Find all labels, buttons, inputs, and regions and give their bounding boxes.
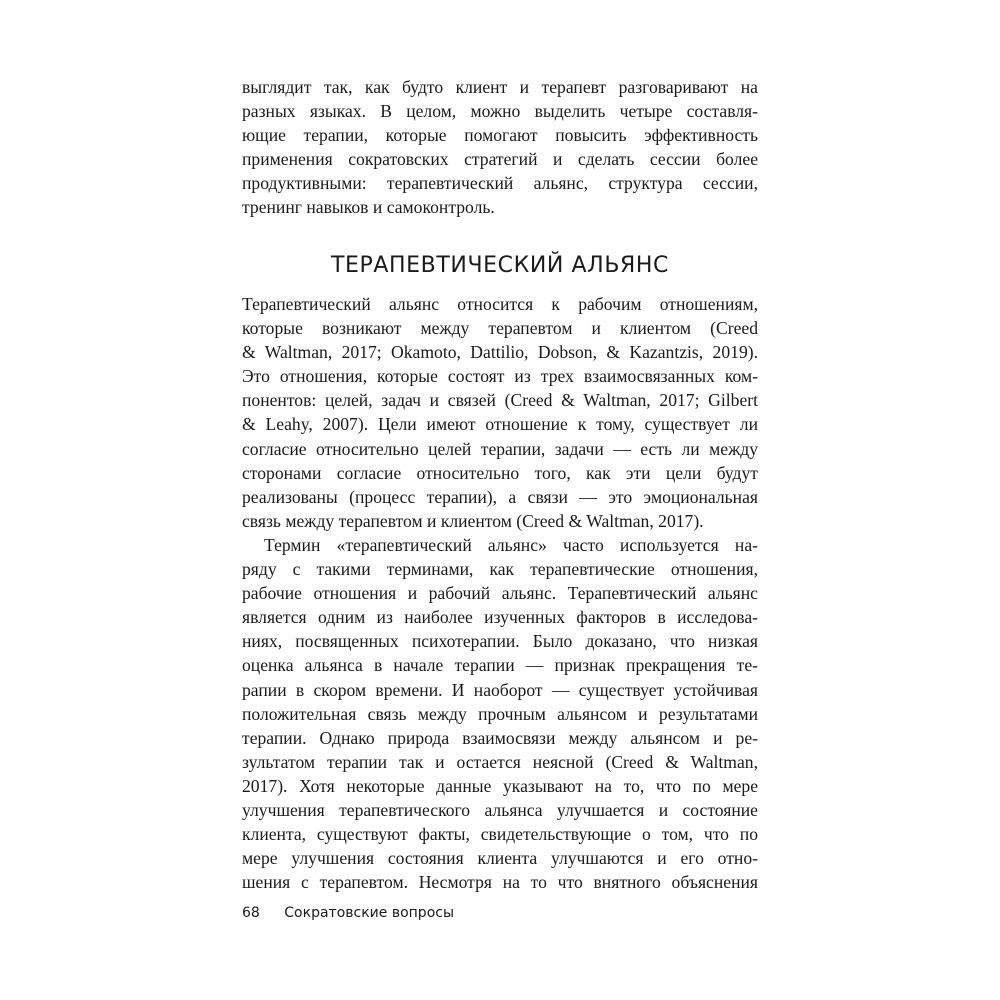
text-line: связь между терапевтом и клиентом (Creed & Waltman, 2017). bbox=[242, 510, 704, 531]
text-line: положительная связь между прочным альянсом и результатами bbox=[242, 703, 758, 724]
text-line: зультатом терапии так и остается неясной (Creed & Waltman, bbox=[242, 751, 758, 772]
text-line: разных языках. В целом, можно выделить четыре составля- bbox=[242, 101, 758, 122]
paragraph-research bbox=[242, 533, 758, 894]
text-line: шения с терапевтом. Несмотря на то что внятного объяснения bbox=[242, 872, 758, 893]
text-line: рапии в скором времени. И наоборот — существует устойчивая bbox=[242, 679, 758, 700]
text-line: Терапевтический альянс относится к рабочим отношениям, bbox=[242, 294, 758, 314]
text-line: согласие относительно целей терапии, задачи — есть ли между bbox=[242, 438, 758, 459]
text-line: ниях, посвященных психотерапии. Было доказано, что низкая bbox=[242, 631, 758, 652]
text-line: 2017). Хотя некоторые данные указывают на то, что по мере bbox=[242, 775, 758, 796]
text-line: реализованы (процесс терапии), а связи — это эмоциональная bbox=[242, 486, 758, 507]
text-line: которые возникают между терапевтом и клиентом (Creed bbox=[242, 318, 758, 339]
text-line: Это отношения, которые состоят из трех взаимосвязанных ком- bbox=[242, 366, 758, 387]
text-line: является одним из наиболее изученных факторов в исследова- bbox=[242, 607, 758, 628]
text-line: ющие терапии, которые помогают повысить эффективность bbox=[242, 125, 758, 146]
text-line: & Waltman, 2017; Okamoto, Dattilio, Dobson, & Kazantzis, 2019). bbox=[242, 342, 758, 363]
text-line: Термин «терапевтический альянс» часто используется на- bbox=[264, 534, 758, 555]
text-line: ряду с такими терминами, как терапевтические отношения, bbox=[242, 559, 758, 580]
text-line: сторонами согласие относительно того, как эти цели будут bbox=[242, 462, 758, 483]
paragraph-definition bbox=[242, 292, 758, 533]
text-line: тренинг навыков и самоконтроль. bbox=[242, 197, 495, 218]
page-number: 68 bbox=[242, 905, 260, 921]
text-line: мере улучшения состояния клиента улучшаются и его отно- bbox=[242, 848, 758, 869]
section-body bbox=[242, 292, 758, 894]
text-line: терапии. Однако природа взаимосвязи между альянсом и ре- bbox=[242, 727, 758, 748]
text-line: применения сократовских стратегий и сделать сессии более bbox=[242, 149, 758, 170]
text-line: улучшения терапевтического альянса улучшается и состояние bbox=[242, 799, 758, 820]
text-line: понентов: целей, задач и связей (Creed & Waltman, 2017; Gilbert bbox=[242, 390, 758, 411]
section-heading: ТЕРАПЕВТИЧЕСКИЙ АЛЬЯНС bbox=[330, 253, 670, 278]
text-line: выглядит так, как будто клиент и терапевт разговаривают на bbox=[242, 77, 758, 97]
page-footer bbox=[242, 902, 758, 924]
text-line: рабочие отношения и рабочий альянс. Терапевтический альянс bbox=[242, 583, 758, 604]
continued-paragraph bbox=[242, 75, 758, 220]
text-line: & Leahy, 2007). Цели имеют отношение к тому, существует ли bbox=[242, 414, 758, 435]
running-title: Сократовские вопросы bbox=[284, 905, 455, 921]
text-line: продуктивными: терапевтический альянс, структура сессии, bbox=[242, 173, 758, 194]
text-line: оценка альянса в начале терапии — признак прекращения те- bbox=[242, 655, 758, 676]
text-line: клиента, существуют факты, свидетельствующие о том, что по bbox=[242, 824, 758, 845]
